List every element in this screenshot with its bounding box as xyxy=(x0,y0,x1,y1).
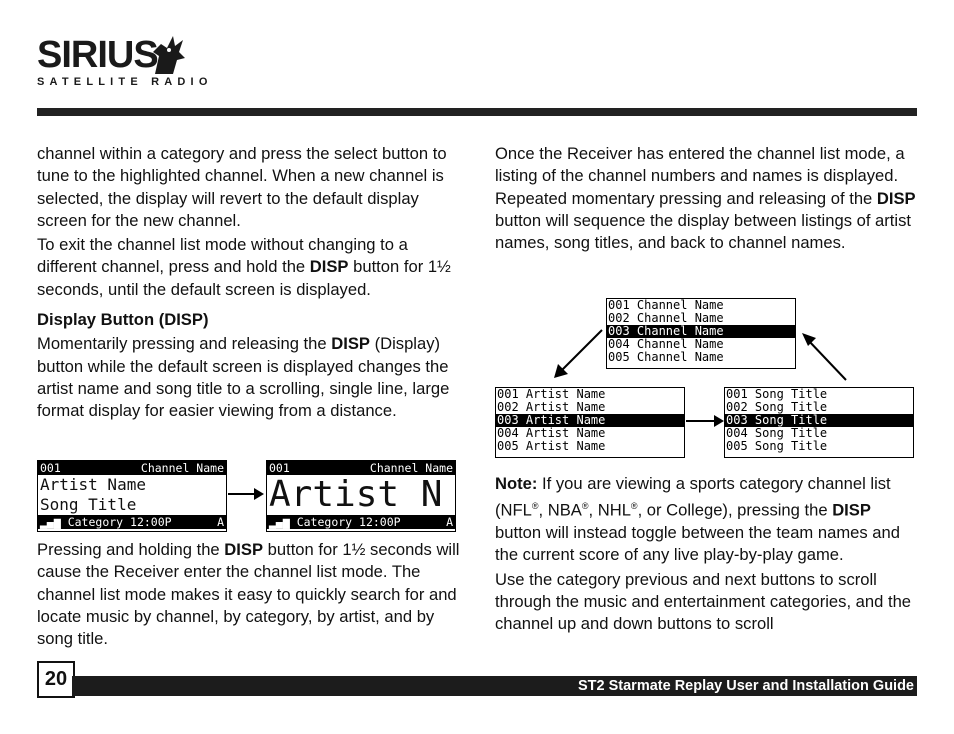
list-item: 002 Artist Name xyxy=(497,400,606,414)
list-item: 005 Artist Name xyxy=(497,439,606,453)
list-item: 002 Song Title xyxy=(726,400,828,414)
list-item: 005 Channel Name xyxy=(608,350,724,364)
lcd-large-artist: Artist N xyxy=(269,474,443,515)
logo-tagline: SATELLITE RADIO xyxy=(37,76,213,88)
paragraph: Once the Receiver has entered the channel list mode, a listing of the channel numbers and names is displayed. Repeated momentary pressing and releasing of the DISP button will sequence the display between listings of artist names, song titles, and back to channel names. xyxy=(495,144,916,253)
list-item: 005 Song Title xyxy=(726,439,828,453)
list-item: 002 Channel Name xyxy=(608,311,724,325)
list-item: 004 Channel Name xyxy=(608,337,724,351)
lcd-bottom-bar: ▂▄▆ Category 12:00P A xyxy=(269,515,453,529)
footer-bar xyxy=(72,676,917,696)
paragraph: Pressing and holding the DISP button for 1½ seconds will cause the Receiver enter the channel list mode. The channel list mode makes it easy to quickly search for and locate music by channel, by category, by artist, and by song title. xyxy=(37,540,460,649)
right-column-lower xyxy=(495,473,920,638)
paragraph: Momentarily pressing and releasing the DISP (Display) button while the default screen is displayed changes the artist name and song title to a scrolling, single line, large format display for easier viewing from a distance. xyxy=(37,334,450,421)
right-column xyxy=(495,143,920,256)
lcd-song-line: Song Title xyxy=(40,495,137,514)
dog-logo-icon xyxy=(147,34,189,78)
list-item-selected: 003 Channel Name xyxy=(607,325,795,338)
paragraph: channel within a category and press the select button to tune to the highlighted channel. When a new channel is selected, the display will revert to the default display screen for the new channel. xyxy=(37,144,447,230)
lcd-bottom-bar: ▂▄▆ Category 12:00P A xyxy=(40,515,224,529)
section-heading: Display Button (DISP) xyxy=(37,310,209,330)
arrow-right-icon xyxy=(228,486,264,502)
header-rule xyxy=(37,108,917,116)
paragraph: To exit the channel list mode without changing to a different channel, press and hold the DISP button for 1½ seconds, until the default screen is displayed. xyxy=(37,235,451,299)
list-item-selected: 003 Song Title xyxy=(725,414,913,427)
list-item: 001 Channel Name xyxy=(608,298,724,312)
page-number: 20 xyxy=(37,661,75,698)
lcd-top-bar: 001 Channel Name xyxy=(40,461,224,475)
left-column xyxy=(37,143,462,425)
lcd-default-screen xyxy=(37,460,227,532)
list-item: 004 Artist Name xyxy=(497,426,606,440)
note-paragraph: Note: If you are viewing a sports category channel list (NFL®, NBA®, NHL®, or College), pressing the DISP button will instead toggle between the team names and the current score of any live play-by-play game. xyxy=(495,474,900,565)
cycle-arrows-icon xyxy=(540,300,920,450)
list-item: 001 Artist Name xyxy=(497,387,606,401)
paragraph: Use the category previous and next buttons to scroll through the music and entertainment categories, and the channel up and down buttons to scroll xyxy=(495,569,912,634)
logo-wordmark: SIRIUS xyxy=(37,34,158,76)
footer-title: ST2 Starmate Replay User and Installation Guide xyxy=(577,678,914,694)
list-item: 004 Song Title xyxy=(726,426,828,440)
list-item: 001 Song Title xyxy=(726,387,828,401)
list-item-selected: 003 Artist Name xyxy=(496,414,684,427)
lcd-large-screen xyxy=(266,460,456,532)
left-column-lower xyxy=(37,539,462,652)
lcd-artist-line: Artist Name xyxy=(40,475,146,494)
lcd-top-bar: 001 Channel Name xyxy=(269,461,453,475)
